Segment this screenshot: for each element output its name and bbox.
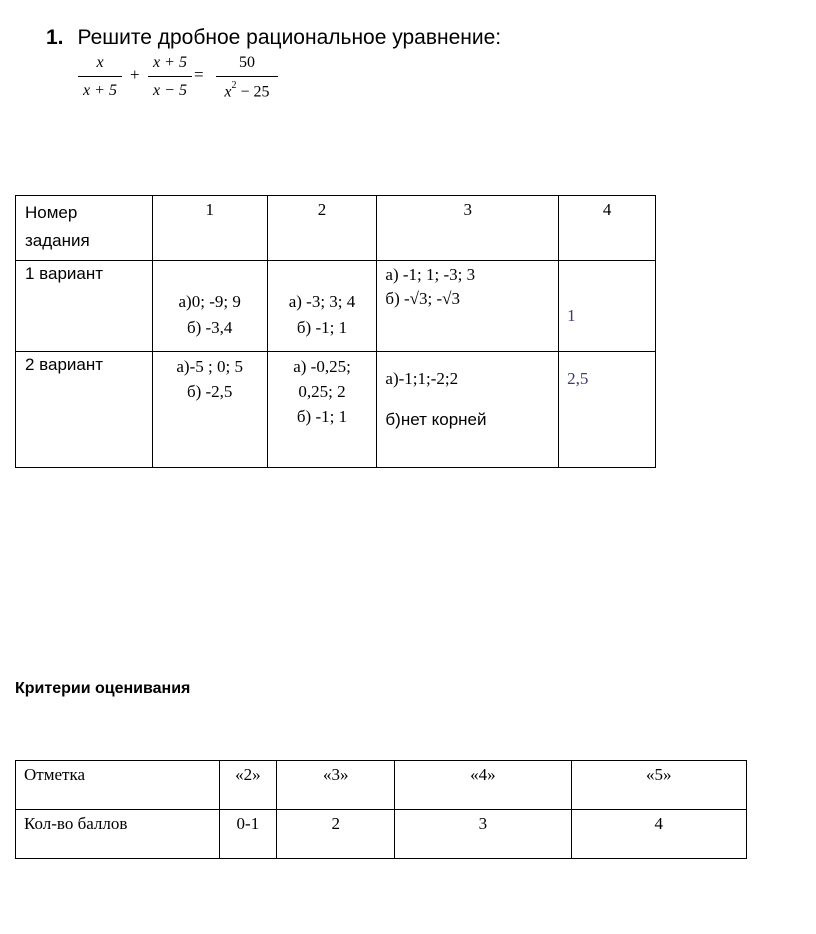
variant1-task3: [385, 263, 475, 311]
fraction-2-bar: [148, 76, 192, 77]
fraction-1-numerator: x: [96, 54, 104, 71]
variant1-task3-a: а) -1; 1; -3; 3: [385, 265, 476, 284]
variant1-label: 1 вариант: [25, 264, 104, 283]
variant2-task1-a: а)-5 ; 0; 5: [176, 357, 243, 376]
grade-3: «3»: [277, 761, 395, 810]
answers-table: [15, 195, 656, 468]
variant2-label: 2 вариант: [25, 355, 104, 374]
header-col2-cell: [267, 196, 377, 261]
points-2: 0-1: [219, 810, 277, 859]
header-col1: 1: [205, 200, 214, 219]
task-number: 1.: [46, 26, 64, 49]
fraction-3-numerator: 50: [239, 54, 255, 71]
variant1-row: [16, 261, 656, 352]
variant2-task2-a: а) -0,25;: [293, 357, 351, 376]
variant2-label-cell: [16, 352, 153, 468]
variant2-task2: [268, 354, 377, 429]
points-3: 2: [277, 810, 395, 859]
grade-4: «4»: [395, 761, 571, 810]
grade-2: «2»: [219, 761, 277, 810]
task-statement: [46, 26, 501, 50]
variant1-task1-b: б) -3,4: [186, 318, 233, 337]
equals-sign: =: [194, 65, 204, 84]
variant1-task2: [268, 289, 377, 341]
points-4: 3: [395, 810, 571, 859]
variant1-task1-cell: [152, 261, 267, 352]
variant2-task1-b: б) -2,5: [186, 382, 233, 401]
variant2-task1: [153, 354, 267, 404]
variant2-task3-cell: [377, 352, 559, 468]
variant1-task3-b: б) -√3; -√3: [385, 289, 460, 308]
fraction-3-denominator: [216, 82, 278, 101]
variant2-task3-a: а)-1;1;-2;2: [385, 369, 459, 388]
criteria-title: Критерии оценивания: [15, 680, 191, 697]
grading-table: [15, 760, 747, 859]
header-col4: 4: [602, 200, 612, 219]
variant1-task1-a: а)0; -9; 9: [178, 292, 241, 311]
fraction-2-numerator: x + 5: [153, 54, 187, 71]
points-5: 4: [571, 810, 746, 859]
header-col3-cell: [377, 196, 559, 261]
points-row: [16, 810, 747, 859]
fraction-2-denominator: x − 5: [153, 82, 187, 99]
header-col2: 2: [317, 200, 327, 219]
variant2-task2-cell: [267, 352, 377, 468]
header-label-cell: [16, 196, 153, 261]
plus-sign: +: [130, 65, 140, 84]
variant1-task2-cell: [267, 261, 377, 352]
variant1-task3-cell: [377, 261, 559, 352]
header-col3: 3: [463, 200, 473, 219]
variant2-task4-cell: [559, 352, 656, 468]
grade-label: Отметка: [16, 761, 220, 810]
variant1-task1: [153, 289, 267, 341]
task-text: Решите дробное рациональное уравнение:: [77, 26, 502, 49]
grade-5: «5»: [571, 761, 746, 810]
variant1-task2-b: б) -1; 1: [296, 318, 348, 337]
points-label: Кол-во баллов: [16, 810, 220, 859]
header-label: Номер задания: [25, 203, 90, 250]
variant2-task2-c: б) -1; 1: [296, 407, 348, 426]
answers-header-row: [16, 196, 656, 261]
variant2-task2-b: 0,25; 2: [298, 382, 346, 401]
header-col4-cell: [559, 196, 656, 261]
variant1-task4: 1: [567, 306, 576, 325]
variant1-label-cell: [16, 261, 153, 352]
variant1-task2-a: а) -3; 3; 4: [288, 292, 356, 311]
fraction-3-den-rest: − 25: [236, 83, 270, 101]
fraction-3-den-exponent: 2: [231, 80, 237, 91]
grade-row: [16, 761, 747, 810]
variant1-task4-cell: [559, 261, 656, 352]
variant2-row: [16, 352, 656, 468]
variant2-task3-b: б)нет корней: [385, 410, 487, 429]
header-col1-cell: [152, 196, 267, 261]
variant2-task1-cell: [152, 352, 267, 468]
fraction-3-den-base: x: [224, 83, 232, 101]
fraction-1-denominator: x + 5: [83, 82, 117, 99]
fraction-1-bar: [78, 76, 122, 77]
variant2-task4: 2,5: [567, 369, 589, 388]
fraction-3-bar: [216, 76, 278, 77]
